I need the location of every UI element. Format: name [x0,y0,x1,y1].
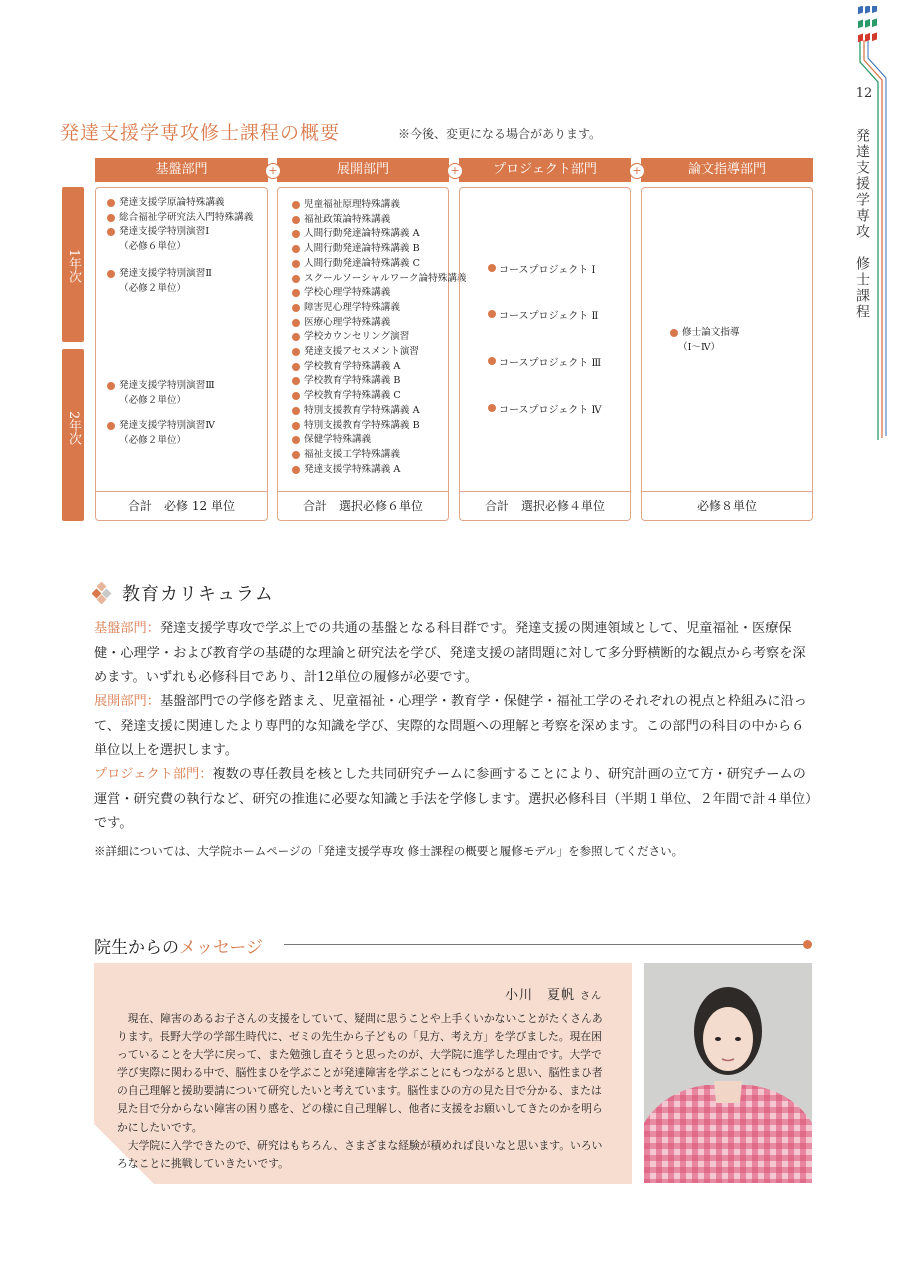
student-photo [644,963,812,1183]
kiban-year2-list [107,379,215,408]
message-title: 院生からのメッセージ [94,938,263,958]
course-item: 総合福祉学研究法入門特殊講義 [107,211,253,226]
course-item: 発達支援学特別演習Ⅲ [107,379,215,394]
year-label-2: 2年次 [62,349,84,521]
paragraph-kiban [94,617,814,691]
course-item: 保健学特殊講義 [292,433,467,448]
project-item: コースプロジェクト Ⅰ [488,261,595,276]
project-item: コースプロジェクト Ⅲ [488,354,601,369]
message-paragraph: 現在、障害のあるお子さんの支援をしていて、疑問に思うことや上手くいかないことがたくさんあります。長野大学の学部生時代に、ゼミの先生から子どもの「見方、考え方」を学びました。現在困っていることを大学に戻って、また勉強し直そうと思ったのが、大学院に進学した理由です。大学で学び実際に関わる中で、脳性まひを学ぶことが発達障害を学ぶことにもつながると思い、脳性まひ者の自己理解と援助要請について研究したいと考えています。脳性まひの方の見た目で分かる、または見た目で分からない障害の困り感を、どの様に自己理解し、他者に支援をお願いしてきたのかを明らかにしたいです。 [117,1012,603,1134]
course-item: 発達支援アセスメント演習 [292,345,467,360]
dept-header-tenkai: 展開部門 [277,158,449,182]
course-item: 特別支援教育学特殊講義 B [292,419,467,434]
plus-icon: + [629,163,645,179]
dept-header-thesis: 論文指導部門 [641,158,813,182]
course-item: 学校教育学特殊講義 C [292,389,467,404]
divider-dot-icon [803,940,812,949]
paragraph-project [94,763,814,837]
course-item: 学校教育学特殊講義 B [292,374,467,389]
course-credit: （Ⅰ～Ⅳ） [678,341,721,353]
course-item: 修士論文指導 [670,326,740,341]
paragraph-text: 基盤部門での学修を踏まえ、児童福祉・心理学・教育学・保健学・福祉工学のそれぞれの視点と枠組みに沿って、発達支援に関連したより専門的な知識を学び、実際的な問題への理解と考察を深めます。この部門の科目の中から６単位以上を選択します。 [94,694,807,758]
divider-line [284,944,804,945]
course-item: 児童福祉原理特殊講義 [292,198,467,213]
course-item: 発達支援学特別演習Ⅳ [107,419,215,434]
paragraph-label: プロジェクト部門： [94,767,213,782]
column-total: 合計 選択必修４単位 [460,491,630,520]
course-item: 人間行動発達論特殊講義 C [292,257,467,272]
paragraph-text: 複数の専任教員を核とした共同研究チームに参画することにより、研究計画の立て方・研究チームの運営・研究費の執行など、研究の推進に必要な知識と手法を学修します。選択必修科目（半期１単位、２年間で計４単位）です。 [94,767,812,831]
course-item: 福祉支援工学特殊講義 [292,448,467,463]
course-credit: （必修６単位） [119,241,187,253]
paragraph-text: 発達支援学専攻で学ぶ上での共通の基盤となる科目群です。発達支援の関連領域として、児童福祉・医療保健・心理学・および教育学の基礎的な理論と研究法を学び、発達支援の諸問題に対して多分野横断的な観点から考察を深めます。いずれも必修科目であり、計12単位の履修が必要です。 [94,621,806,685]
tenkai-course-list [292,198,467,477]
student-name: 小川 夏帆 さん [505,988,603,1003]
side-section-title: 発達支援学専攻 修士課程 [854,128,870,320]
course-item: 特別支援教育学特殊講義 A [292,404,467,419]
university-logo-icon [856,6,880,50]
course-item: 発達支援学原論特殊講義 [107,196,253,211]
overview-note: ※今後、変更になる場合があります。 [398,127,602,141]
course-item: 学校心理学特殊講義 [292,286,467,301]
column-total: 必修８単位 [642,491,812,520]
course-item: 学校教育学特殊講義 A [292,360,467,375]
paragraph-label: 展開部門： [94,694,160,709]
message-body [117,1010,611,1173]
kiban-year1-list [107,196,253,255]
plus-icon: + [447,163,463,179]
course-item: 発達支援学特別演習Ⅱ [107,267,212,282]
diamond-cluster-icon [92,582,116,604]
thesis-item [670,326,740,355]
column-total: 合計 必修 12 単位 [96,491,267,520]
curriculum-title: 教育カリキュラム [122,584,274,605]
dept-header-kiban: 基盤部門 [95,158,268,182]
course-credit: （必修２単位） [119,434,187,446]
year-label-1: 1年次 [62,187,84,342]
course-item: 発達支援学特殊講義 A [292,463,467,478]
course-item: 発達支援学特別演習Ⅰ [107,225,253,240]
dept-header-project: プロジェクト部門 [459,158,631,182]
course-item: 障害児心理学特殊講義 [292,301,467,316]
overview-title: 発達支援学専攻修士課程の概要 [60,122,341,144]
course-item: スクールソーシャルワーク論特殊講義 [292,272,467,287]
course-item: 医療心理学特殊講義 [292,316,467,331]
project-item: コースプロジェクト Ⅳ [488,401,601,416]
kiban-year1-list-b [107,267,212,296]
paragraph-label: 基盤部門： [94,621,160,636]
paragraph-tenkai [94,690,814,764]
course-item: 学校カウンセリング演習 [292,330,467,345]
column-total: 合計 選択必修６単位 [278,491,448,520]
page-number: 12 [855,86,873,101]
kiban-year2-list-b [107,419,215,448]
course-credit: （必修２単位） [119,394,187,406]
course-item: 福祉政策論特殊講義 [292,213,467,228]
course-item: 人間行動発達論特殊講義 A [292,227,467,242]
project-item: コースプロジェクト Ⅱ [488,307,598,322]
plus-icon: + [265,163,281,179]
detail-note: ※詳細については、大学院ホームページの「発達支援学専攻 修士課程の概要と履修モデル」を参照してください。 [94,844,684,858]
message-paragraph: 大学院に入学できたので、研究はもちろん、さまざまな経験が積めれば良いなと思います。いろいろなことに挑戦していきたいです。 [117,1138,603,1170]
course-item: 人間行動発達論特殊講義 B [292,242,467,257]
course-credit: （必修２単位） [119,282,187,294]
